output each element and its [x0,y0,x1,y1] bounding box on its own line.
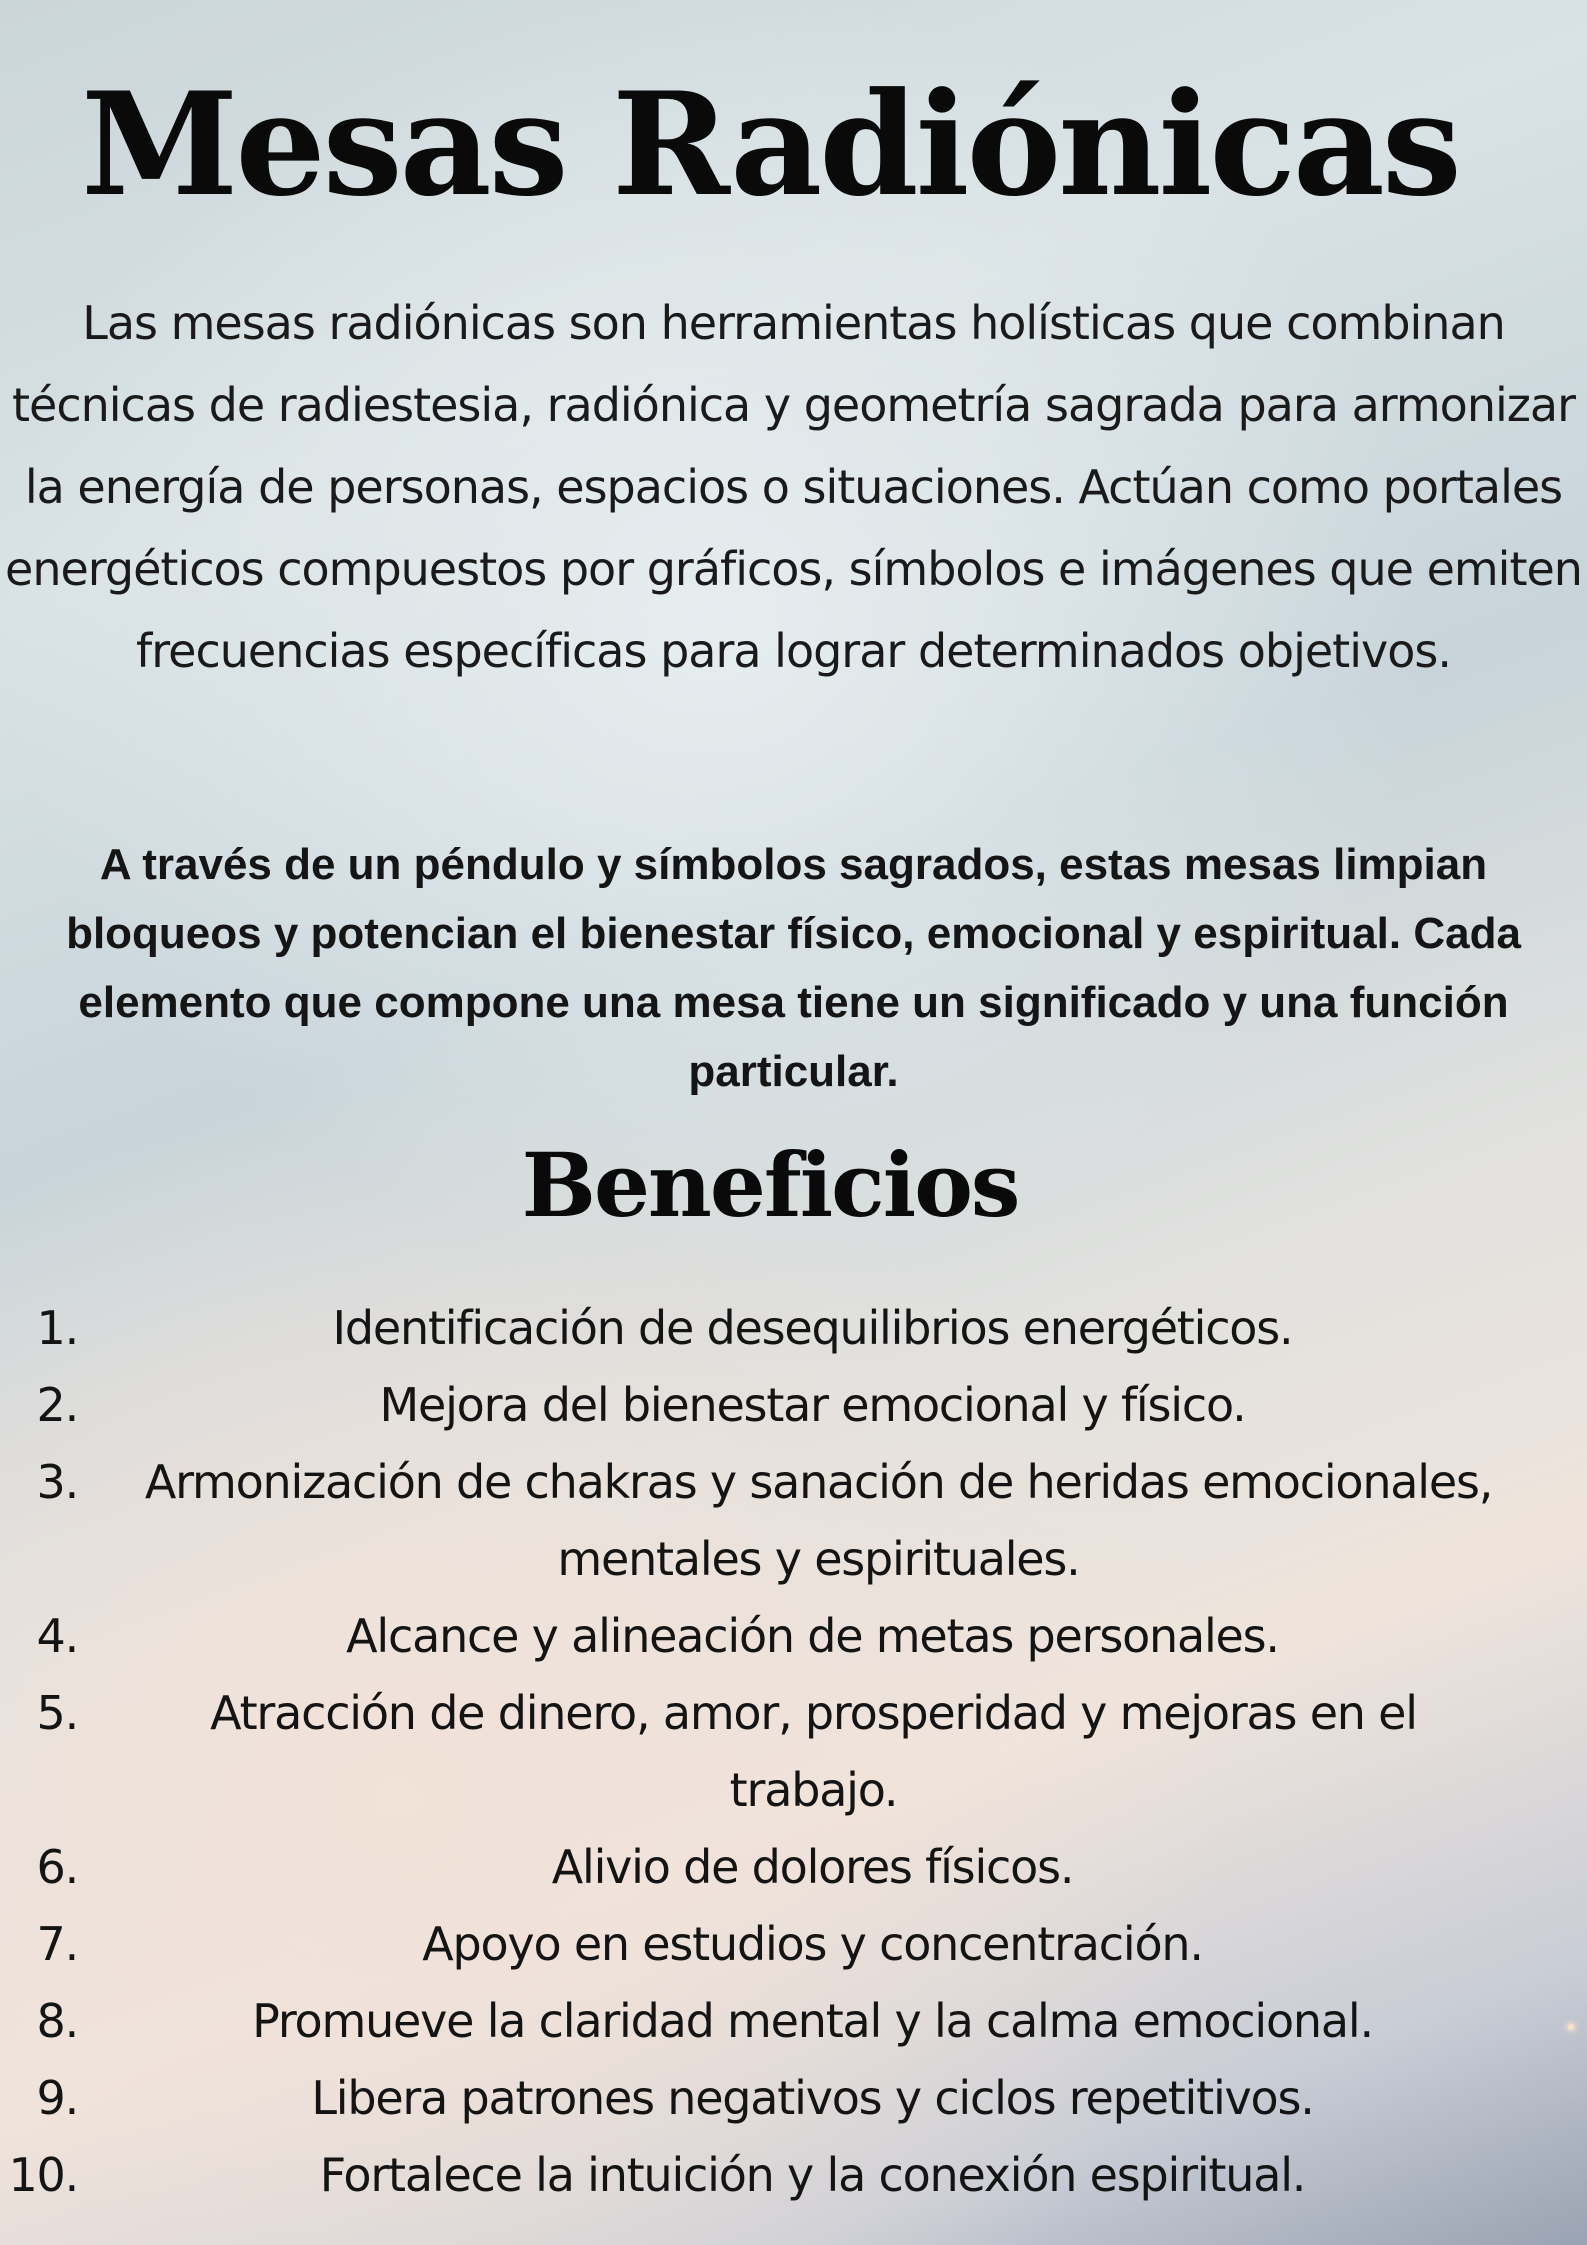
benefit-item-5 [0,1675,1587,1829]
benefit-item-8 [0,1983,1587,2060]
benefit-number: 4. [36,1609,78,1663]
benefit-number: 8. [36,1994,78,2048]
benefit-number: 2. [36,1378,78,1432]
benefit-text: Identificación de desequilibrios energéticos. [332,1301,1293,1355]
benefit-item-3 [0,1444,1587,1598]
benefits-heading: Beneficios [521,1133,1019,1237]
benefit-item-1 [0,1290,1587,1367]
benefit-text: Alcance y alineación de metas personales. [346,1609,1279,1663]
benefit-item-2 [0,1367,1587,1444]
intro-paragraph: Las mesas radiónicas son herramientas holísticas que combinan técnicas de radiestesia, radiónica y geometría sagrada para armonizar la energía de personas, espacios o situaciones. Actúan como portales energéticos compuestos por gráficos, símbolos e imágenes que emiten frecuencias específicas para lograr determinados objetivos. [5,296,1582,678]
benefit-text: Apoyo en estudios y concentración. [422,1917,1203,1971]
benefit-number: 9. [36,2071,78,2125]
benefit-item-9 [0,2060,1587,2137]
benefit-number: 10. [8,2148,78,2202]
benefit-number: 1. [36,1301,78,1355]
benefit-text: Armonización de chakras y sanación de heridas emocionales, mentales y espirituales. [144,1455,1493,1586]
benefit-text: Promueve la claridad mental y la calma emocional. [252,1994,1373,2048]
benefit-number: 7. [36,1917,78,1971]
benefit-text: Fortalece la intuición y la conexión espiritual. [319,2148,1306,2202]
benefit-text: Atracción de dinero, amor, prosperidad y mejoras en el trabajo. [210,1686,1417,1817]
benefit-number: 5. [36,1686,78,1740]
benefits-list [0,1290,1587,2214]
benefit-item-7 [0,1906,1587,1983]
page-title: Mesas Radiónicas [81,62,1459,228]
benefit-number: 6. [36,1840,78,1894]
benefit-text: Mejora del bienestar emocional y físico. [379,1378,1246,1432]
benefit-item-10 [0,2137,1587,2214]
sparkle-decoration [1568,2024,1574,2030]
benefit-text: Libera patrones negativos y ciclos repetitivos. [311,2071,1314,2125]
benefit-number: 3. [36,1455,78,1509]
benefit-text: Alivio de dolores físicos. [551,1840,1074,1894]
benefit-item-4 [0,1598,1587,1675]
benefit-item-6 [0,1829,1587,1906]
highlight-paragraph: A través de un péndulo y símbolos sagrados, estas mesas limpian bloqueos y potencian el bienestar físico, emocional y espiritual. Cada elemento que compone una mesa tiene un significado y una función particular. [66,840,1521,1096]
